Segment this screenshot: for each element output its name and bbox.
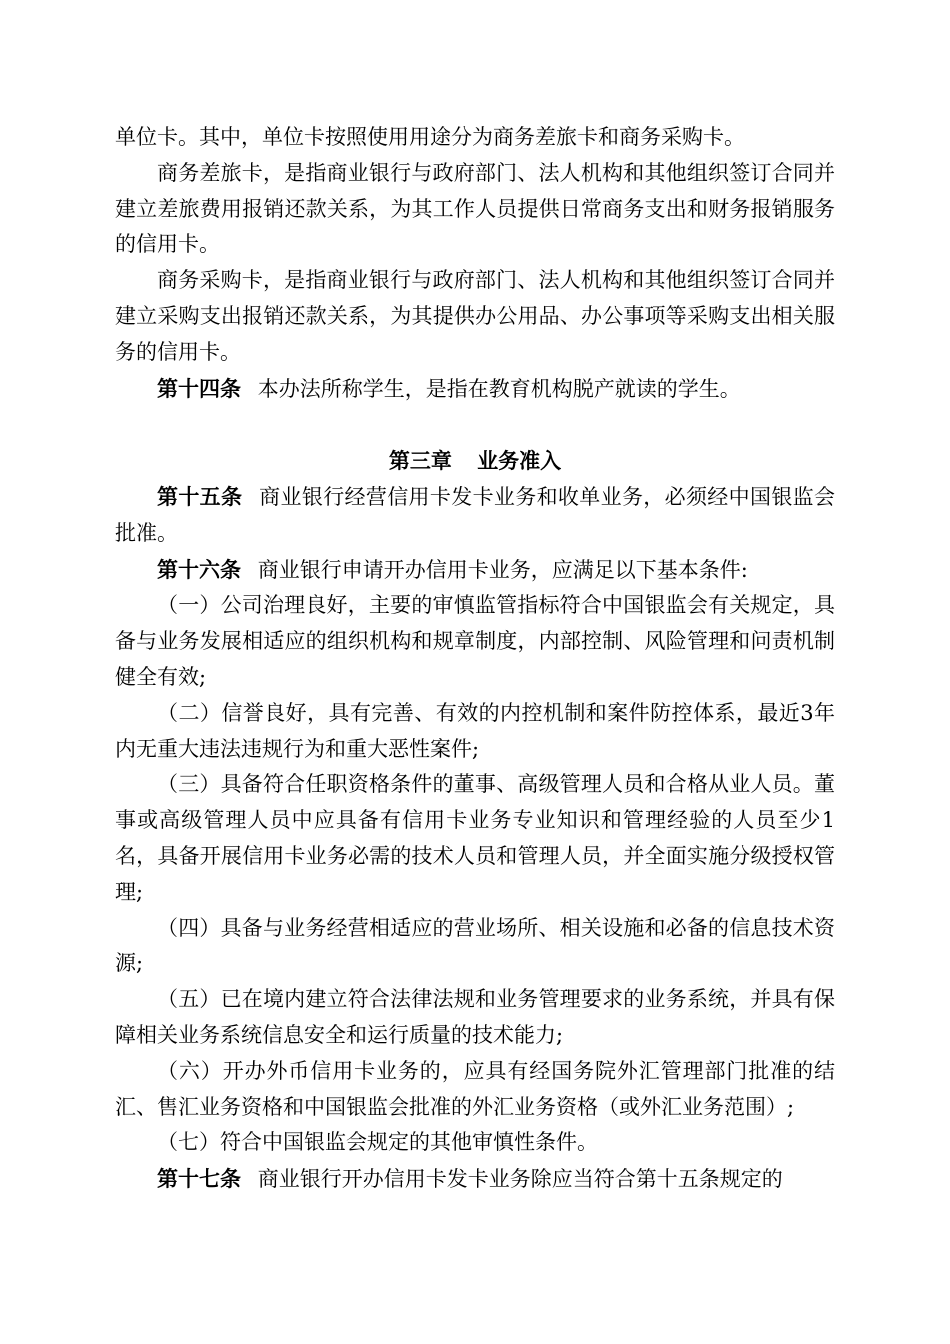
condition-item: （四）具备与业务经营相适应的营业场所、相关设施和必备的信息技术资源; [115, 915, 835, 976]
article-14 [115, 371, 835, 408]
condition-item: （一）公司治理良好，主要的审慎监管指标符合中国银监会有关规定，具备与业务发展相适应的组织机构和规章制度，内部控制、风险管理和问责机制健全有效; [115, 593, 835, 689]
chapter-heading [115, 443, 835, 479]
article-16-label: 第十六条 [157, 556, 241, 582]
condition-item: （三）具备符合任职资格条件的董事、高级管理人员和合格从业人员。董事或高级管理人员中应具备有信用卡业务专业知识和管理经验的人员至少1名，具备开展信用卡业务必需的技术人员和管理人员，并全面实施分级授权管理; [115, 772, 835, 904]
chapter-title: 业务准入 [477, 448, 562, 474]
paragraph-unit-card: 单位卡。其中，单位卡按照使用用途分为商务差旅卡和商务采购卡。 [115, 125, 745, 149]
article-16 [115, 552, 835, 589]
condition-item: （七）符合中国银监会规定的其他审慎性条件。 [157, 1130, 598, 1155]
article-15 [115, 479, 835, 552]
article-17 [115, 1161, 835, 1198]
article-16-text: 商业银行申请开办信用卡业务，应满足以下基本条件: [257, 557, 748, 582]
article-15-text: 商业银行经营信用卡发卡业务和收单业务，必须经中国银监会批准。 [115, 484, 836, 545]
condition-item: （六）开办外币信用卡业务的，应具有经国务院外汇管理部门批准的结汇、售汇业务资格和中国银监会批准的外汇业务资格（或外汇业务范围）; [115, 1058, 835, 1119]
paragraph-business-travel-card: 商务差旅卡，是指商业银行与政府部门、法人机构和其他组织签订合同并建立差旅费用报销还款关系，为其工作人员提供日常商务支出和财务报销服务的信用卡。 [115, 160, 835, 257]
article-17-text: 商业银行开办信用卡发卡业务除应当符合第十五条规定的 [257, 1167, 783, 1192]
condition-item: （五）已在境内建立符合法律法规和业务管理要求的业务系统，并具有保障相关业务系统信息安全和运行质量的技术能力; [115, 987, 835, 1047]
document-page [115, 120, 835, 1198]
article-14-text: 本办法所称学生，是指在教育机构脱产就读的学生。 [257, 376, 741, 401]
article-15-label: 第十五条 [157, 483, 243, 509]
condition-item: （二）信誉良好，具有完善、有效的内控机制和案件防控体系，最近3年内无重大违法违规行为和重大恶性案件; [115, 700, 835, 761]
paragraph-business-purchase-card: 商务采购卡，是指商业银行与政府部门、法人机构和其他组织签订合同并建立采购支出报销还款关系，为其提供办公用品、办公事项等采购支出相关服务的信用卡。 [115, 268, 835, 364]
article-14-label: 第十四条 [157, 375, 241, 401]
article-17-label: 第十七条 [157, 1166, 241, 1192]
chapter-number: 第三章 [388, 448, 452, 474]
